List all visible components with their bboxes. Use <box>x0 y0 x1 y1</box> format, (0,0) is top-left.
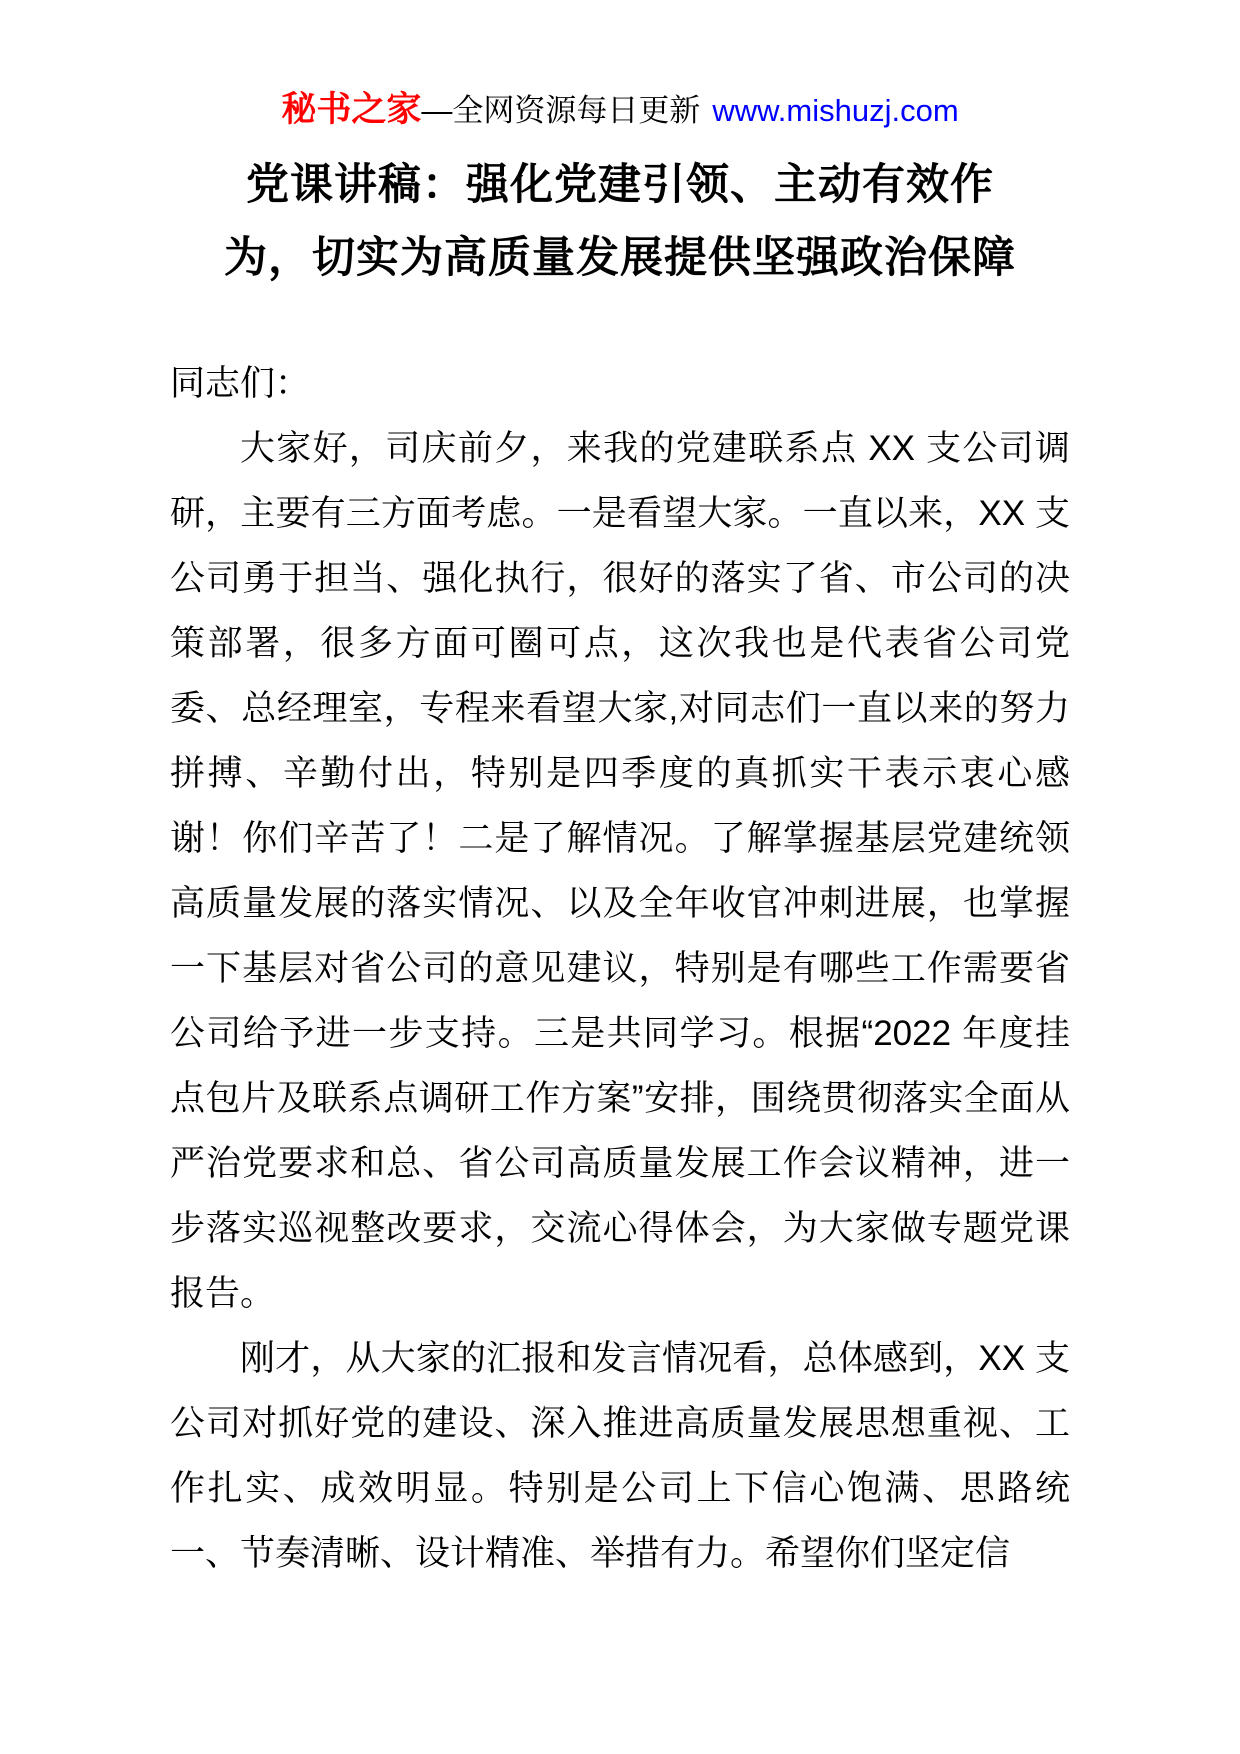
title-line-2: 为，切实为高质量发展提供坚强政治保障 <box>224 234 1016 282</box>
header-banner <box>170 88 1070 133</box>
site-name: 秘书之家 <box>281 90 422 129</box>
title-line-1: 党课讲稿：强化党建引领、主动有效作 <box>246 161 994 209</box>
paragraph-2: 刚才，从大家的汇报和发言情况看，总体感到，XX 支公司对抓好党的建设、深入推进高质量发展思想重视、工作扎实、成效明显。特别是公司上下信心饱满、思路统一、节奏清晰、设计精准、举措有力。希望你们坚定信 <box>170 1339 1070 1573</box>
paragraph-1: 大家好，司庆前夕，来我的党建联系点 XX 支公司调研，主要有三方面考虑。一是看望大家。一直以来，XX 支公司勇于担当、强化执行，很好的落实了省、市公司的决策部署，很多方面可圈可点，这次我也是代表省公司党委、总经理室，专程来看望大家,对同志们一直以来的努力拼搏、辛勤付出，特别是四季度的真抓实干表示衷心感谢！你们辛苦了！二是了解情况。了解掌握基层党建统领高质量发展的落实情况、以及全年收官冲刺进展，也掌握一下基层对省公司的意见建议，特别是有哪些工作需要省公司给予进一步支持。三是共同学习。根据“2022 年度挂点包片及联系点调研工作方案”安排，围绕贯彻落实全面从严治党要求和总、省公司高质量发展工作会议精神，进一步落实巡视整改要求，交流心得体会，为大家做专题党课报告。 <box>170 429 1070 1313</box>
document-body <box>170 351 1070 1586</box>
site-url-link[interactable]: www.mishuzj.com <box>712 93 959 128</box>
document-title <box>170 149 1070 295</box>
header-tagline: 全网资源每日更新 <box>452 93 701 128</box>
salutation: 同志们： <box>170 364 311 403</box>
header-dash: — <box>421 93 453 128</box>
